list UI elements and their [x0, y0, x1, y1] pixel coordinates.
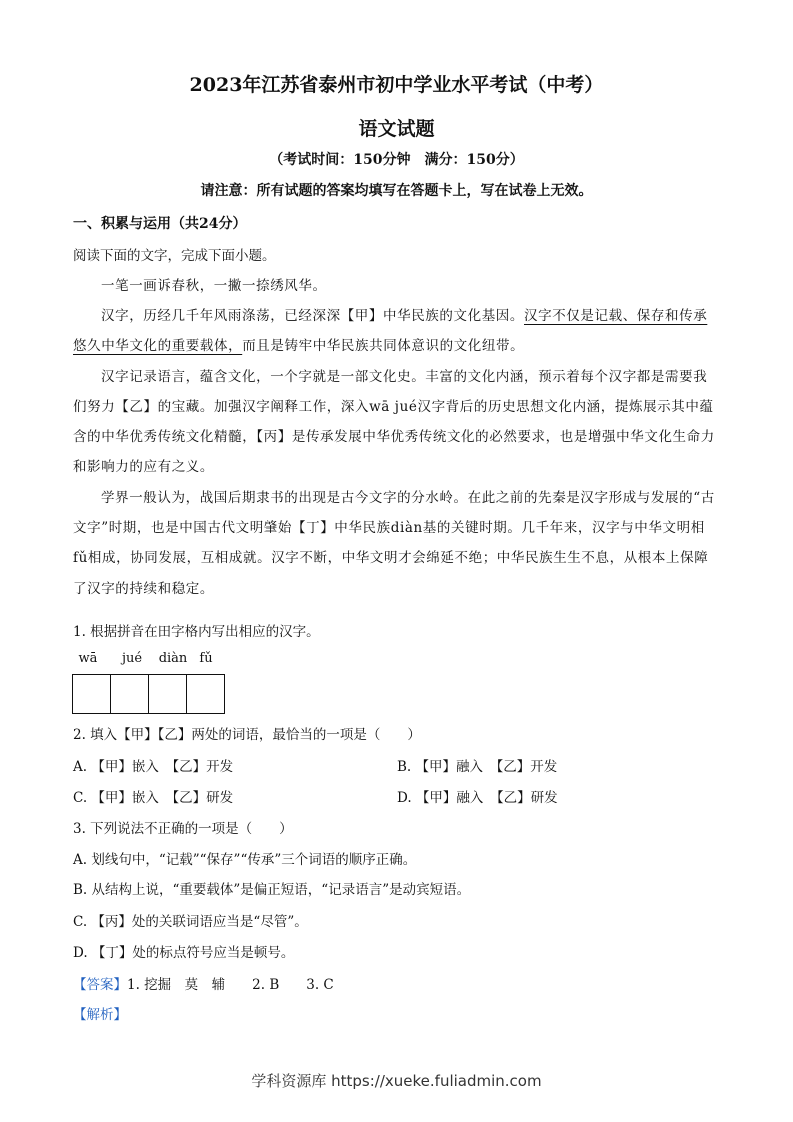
analysis-tag: 【解析】 — [73, 1007, 127, 1023]
q3-option-a: A. 划线句中，“记载”“保存”“传承”三个词语的顺序正确。 — [73, 852, 417, 868]
p1-text-a: 汉字，历经几千年风雨涤荡，已经深深【甲】中华民族的文化基因。 — [101, 308, 524, 324]
analysis-line — [73, 1003, 127, 1023]
instruction-text: 阅读下面的文字，完成下面小题。 — [73, 248, 276, 264]
q2-option-d: D. 【甲】融入 【乙】研发 — [397, 790, 558, 806]
pinyin-label: diàn — [158, 651, 188, 666]
exam-title: 2023年江苏省泰州市初中学业水平考试（中考） — [189, 74, 604, 96]
q2-option-c: C. 【甲】嵌入 【乙】研发 — [73, 790, 234, 806]
pinyin-label: wā — [78, 651, 98, 666]
passage-paragraph-2: 汉字记录语言，蕴含文化，一个字就是一部文化史。丰富的文化内涵，预示着每个汉字都是需要我们努力【乙】的宝藏。加强汉字阐释工作，深入wā jué汉字背后的历史思想文化内涵，提炼展示其中蕴含的中华优秀传统文化精髓，【丙】是传承发展中华优秀传统文化的必然要求，也是增强中华文化生命力和影响力的应有之义。 — [73, 368, 715, 476]
poem-line: 一笔一画诉春秋，一撇一捺绣风华。 — [101, 278, 327, 294]
q3-option-c: C. 【丙】处的关联词语应当是“尽管”。 — [73, 914, 308, 930]
reading-passage — [73, 301, 719, 604]
p1-text-b: 而且是铸牢中华民族共同体意识的文化纽带。 — [242, 338, 525, 355]
q3-option-b: B. 从结构上说，“重要载体”是偏正短语，“记录语言”是动宾短语。 — [73, 882, 471, 898]
grid-cell[interactable] — [149, 675, 187, 713]
answer-line — [73, 973, 334, 993]
exam-info: （考试时间：150分钟 满分：150分） — [269, 152, 524, 168]
grid-cell[interactable] — [187, 675, 224, 713]
q3-option-d: D. 【丁】处的标点符号应当是顿号。 — [73, 945, 295, 961]
section-heading: 一、积累与运用（共24分） — [73, 216, 247, 232]
answer-text: 1. 挖掘 莫 辅 2. B 3. C — [127, 977, 334, 993]
passage-paragraph-1 — [73, 301, 719, 362]
footer-source: 学科资源库 https://xueke.fuliadmin.com — [251, 1072, 542, 1090]
question-3-stem: 3. 下列说法不正确的一项是（ ） — [73, 821, 293, 837]
subject-title: 语文试题 — [358, 118, 435, 140]
answer-grid — [72, 674, 225, 714]
question-1-stem: 1. 根据拼音在田字格内写出相应的汉字。 — [73, 624, 320, 640]
grid-cell[interactable] — [111, 675, 149, 713]
underlined-sentence: 汉字不仅是记载、保存和传承悠久中华文化的重要载体， — [73, 308, 708, 355]
q2-option-b: B. 【甲】融入 【乙】开发 — [397, 759, 558, 775]
pinyin-label: fǔ — [199, 651, 213, 666]
grid-cell[interactable] — [73, 675, 111, 713]
question-2-stem: 2. 填入【甲】【乙】两处的词语，最恰当的一项是（ ） — [73, 727, 421, 743]
answer-tag: 【答案】 — [73, 977, 127, 993]
passage-paragraph-3: 学界一般认为，战国后期隶书的出现是古今文字的分水岭。在此之前的先秦是汉字形成与发展的“古文字”时期，也是中国古代文明肇始【丁】中华民族diàn基的关键时期。几千年来，汉字与中华文明相fǔ相成，协同发展，互相成就。汉字不断，中华文明才会绵延不绝；中华民族生生不息，从根本上保障了汉字的持续和稳定。 — [73, 489, 715, 597]
q2-option-a: A. 【甲】嵌入 【乙】开发 — [73, 759, 234, 775]
pinyin-label: jué — [121, 651, 143, 666]
pinyin-row — [73, 651, 233, 671]
notice: 请注意：所有试题的答案均填写在答题卡上，写在试卷上无效。 — [200, 183, 593, 199]
